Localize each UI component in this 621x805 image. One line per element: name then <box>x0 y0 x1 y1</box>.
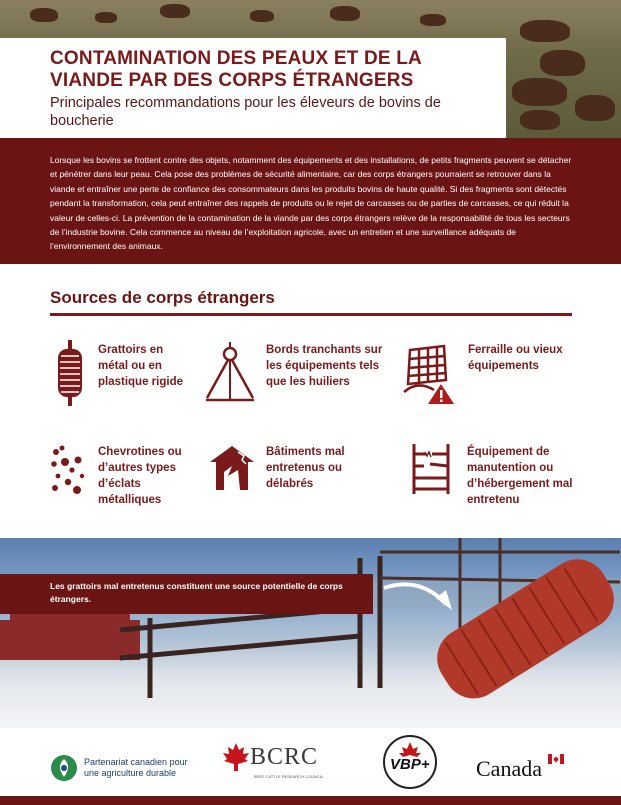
photo-caption: Les grattoirs mal entretenus constituent une source potentielle de corps étrangers. <box>50 581 343 604</box>
source-label: Grattoirs en métal ou en plastique rigide <box>98 344 183 388</box>
footer-bar <box>0 796 621 805</box>
canada-text: Canada <box>476 756 542 781</box>
bcrc-subtext: BEEF CATTLE RESEARCH COUNCIL <box>254 774 324 779</box>
vbp-text: VBP+ <box>390 756 430 773</box>
source-label: Équipement de manutention ou d’hébergement mal entretenu <box>467 446 573 506</box>
partnership-leaf-icon <box>50 754 78 782</box>
section-divider <box>50 313 572 316</box>
sources-heading: Sources de corps étrangers <box>50 288 275 307</box>
page-title: CONTAMINATION DES PEAUX ET DE LA VIANDE PAR DES CORPS ÉTRANGERS <box>50 48 422 91</box>
maple-leaf-icon <box>222 742 250 772</box>
oiler-icon <box>204 340 256 402</box>
vbp-logo <box>382 734 438 790</box>
source-label: Chevrotines ou d’autres types d’éclats métalliques <box>98 446 182 506</box>
bcrc-logo <box>222 742 342 784</box>
intro-panel <box>0 138 621 264</box>
intro-text: Lorsque les bovins se frottent contre des objets, notamment des équipements et des installations, de petits fragments peuvent se détacher et pénétrer dans leur peau. Cela pose des problèmes de sécurité alimentaire, car des corps étrangers pourraient se retrouver dans la viande et entraîner une perte de confiance des consommateurs dans les produits bovins de haute qualité. Si des fragments sont détectés pendant la transformation, cela peut entraîner des rappels de produits ou le rejet de carcasses ou de parties de carcasses, ce qui réduit la valeur de celles-ci. La prévention de la contamination de la viande par des corps étrangers relève de la responsabilité de tous les secteurs de l’industrie bovine. Cela commence au niveau de l’exploitation agricole, avec un entretien et une surveillance adéquats de l’environnement des animaux. <box>50 155 572 252</box>
broken-fence-icon <box>410 442 452 496</box>
canada-wordmark <box>476 750 576 784</box>
page-subtitle: Principales recommandations pour les éleveurs de bovins de boucherie <box>50 95 441 129</box>
source-label: Ferraille ou vieux équipements <box>468 344 563 372</box>
source-label: Bâtiments mal entretenus ou délabrés <box>266 446 345 490</box>
scratcher-brush-icon <box>50 340 90 406</box>
scratcher-photo <box>0 538 621 728</box>
partnership-line1: Partenariat canadien pour <box>84 757 188 767</box>
partnership-logo <box>50 754 210 784</box>
photo-caption-panel <box>0 574 373 614</box>
buckshot-icon <box>50 442 90 496</box>
bcrc-text: BCRC <box>250 744 319 770</box>
logo-bar <box>0 728 621 800</box>
broken-building-icon <box>208 442 256 492</box>
partnership-line2: une agriculture durable <box>84 768 177 778</box>
photo-illustration <box>0 538 621 728</box>
scrap-metal-warning-icon <box>400 340 458 406</box>
canada-flag-icon <box>548 754 564 764</box>
source-label: Bords tranchants sur les équipements tels que les huiliers <box>266 344 383 388</box>
